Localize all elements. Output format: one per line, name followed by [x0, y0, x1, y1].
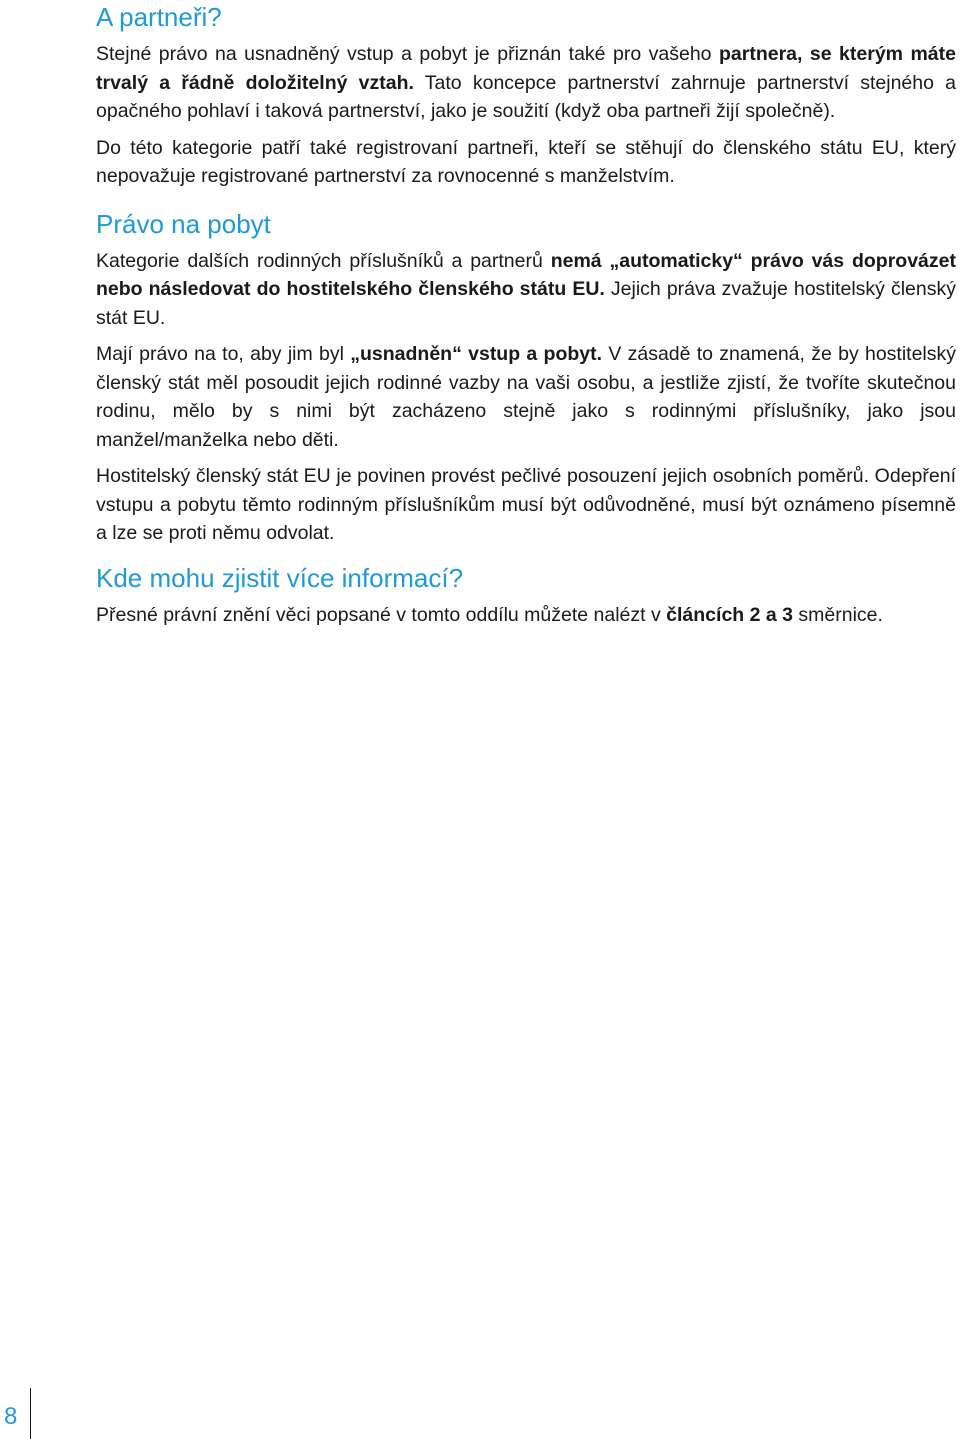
paragraph-registered-partners: Do této kategorie patří také registrovaní partneři, kteří se stěhují do členského státu EU, který nepovažuje registrované partnerství za rovnocenné s manželstvím.	[96, 136, 956, 187]
text-run: směrnice.	[792, 603, 883, 626]
text-run: V zásadě to znamená, že by hostitelský členský stát měl posoudit jejich rodinné vazby na vaši osobu, a jestliže zjistí, že tvoříte skutečnou rodinu, mělo by s nimi být zacházeno stejně jako s rodinnými příslušníky, jako jsou manžel/manželka nebo děti.	[96, 343, 957, 451]
section-heading-more-info: Kde mohu zjistit více informací?	[96, 562, 464, 593]
text-run: Kategorie dalších rodinných příslušníků a partnerů	[96, 249, 551, 272]
text-run: Mají právo na to, aby jim byl	[96, 343, 351, 365]
paragraph-partners-definition	[96, 40, 956, 126]
paragraph-legal-reference	[96, 601, 956, 630]
bold-text-run: nemá „automaticky“ právo vás doprovázet nebo následovat do hostitelského členského státu EU.	[96, 249, 956, 300]
bold-text-run: článcích 2 a 3	[666, 603, 793, 626]
paragraph-no-automatic-right	[96, 247, 956, 333]
section-heading-partners: A partneři?	[96, 2, 222, 32]
section-heading-residence: Právo na pobyt	[96, 208, 271, 239]
page-content	[96, 0, 956, 629]
paragraph-facilitated-entry	[96, 340, 956, 454]
text-run: Stejné právo na usnadněný vstup a pobyt je přiznán také pro vašeho	[96, 43, 719, 65]
text-run: Tato koncepce partnerství zahrnuje partnerství stejného a opačného pohlaví i taková partnerství, jako je soužití (když oba partneři žijí společně).	[96, 71, 957, 122]
text-run: Jejich práva zvažuje hostitelský členský stát EU.	[96, 278, 956, 329]
bold-text-run: partnera, se kterým máte trvalý a řádně doložitelný vztah.	[96, 43, 956, 94]
page-number: 8	[4, 1403, 18, 1430]
paragraph-host-state-duty: Hostitelský členský stát EU je povinen provést pečlivé posouzení jejich osobních poměrů. Odepření vstupu a pobytu těmto rodinným příslušníkům musí být odůvodněné, musí být oznámeno písemně a lze se proti němu odvolat.	[96, 465, 956, 544]
text-run: Přesné právní znění věci popsané v tomto oddílu můžete nalézt v	[96, 603, 667, 626]
bold-text-run: „usnadněn“ vstup a pobyt.	[350, 343, 603, 365]
page-number-divider	[30, 1388, 31, 1439]
